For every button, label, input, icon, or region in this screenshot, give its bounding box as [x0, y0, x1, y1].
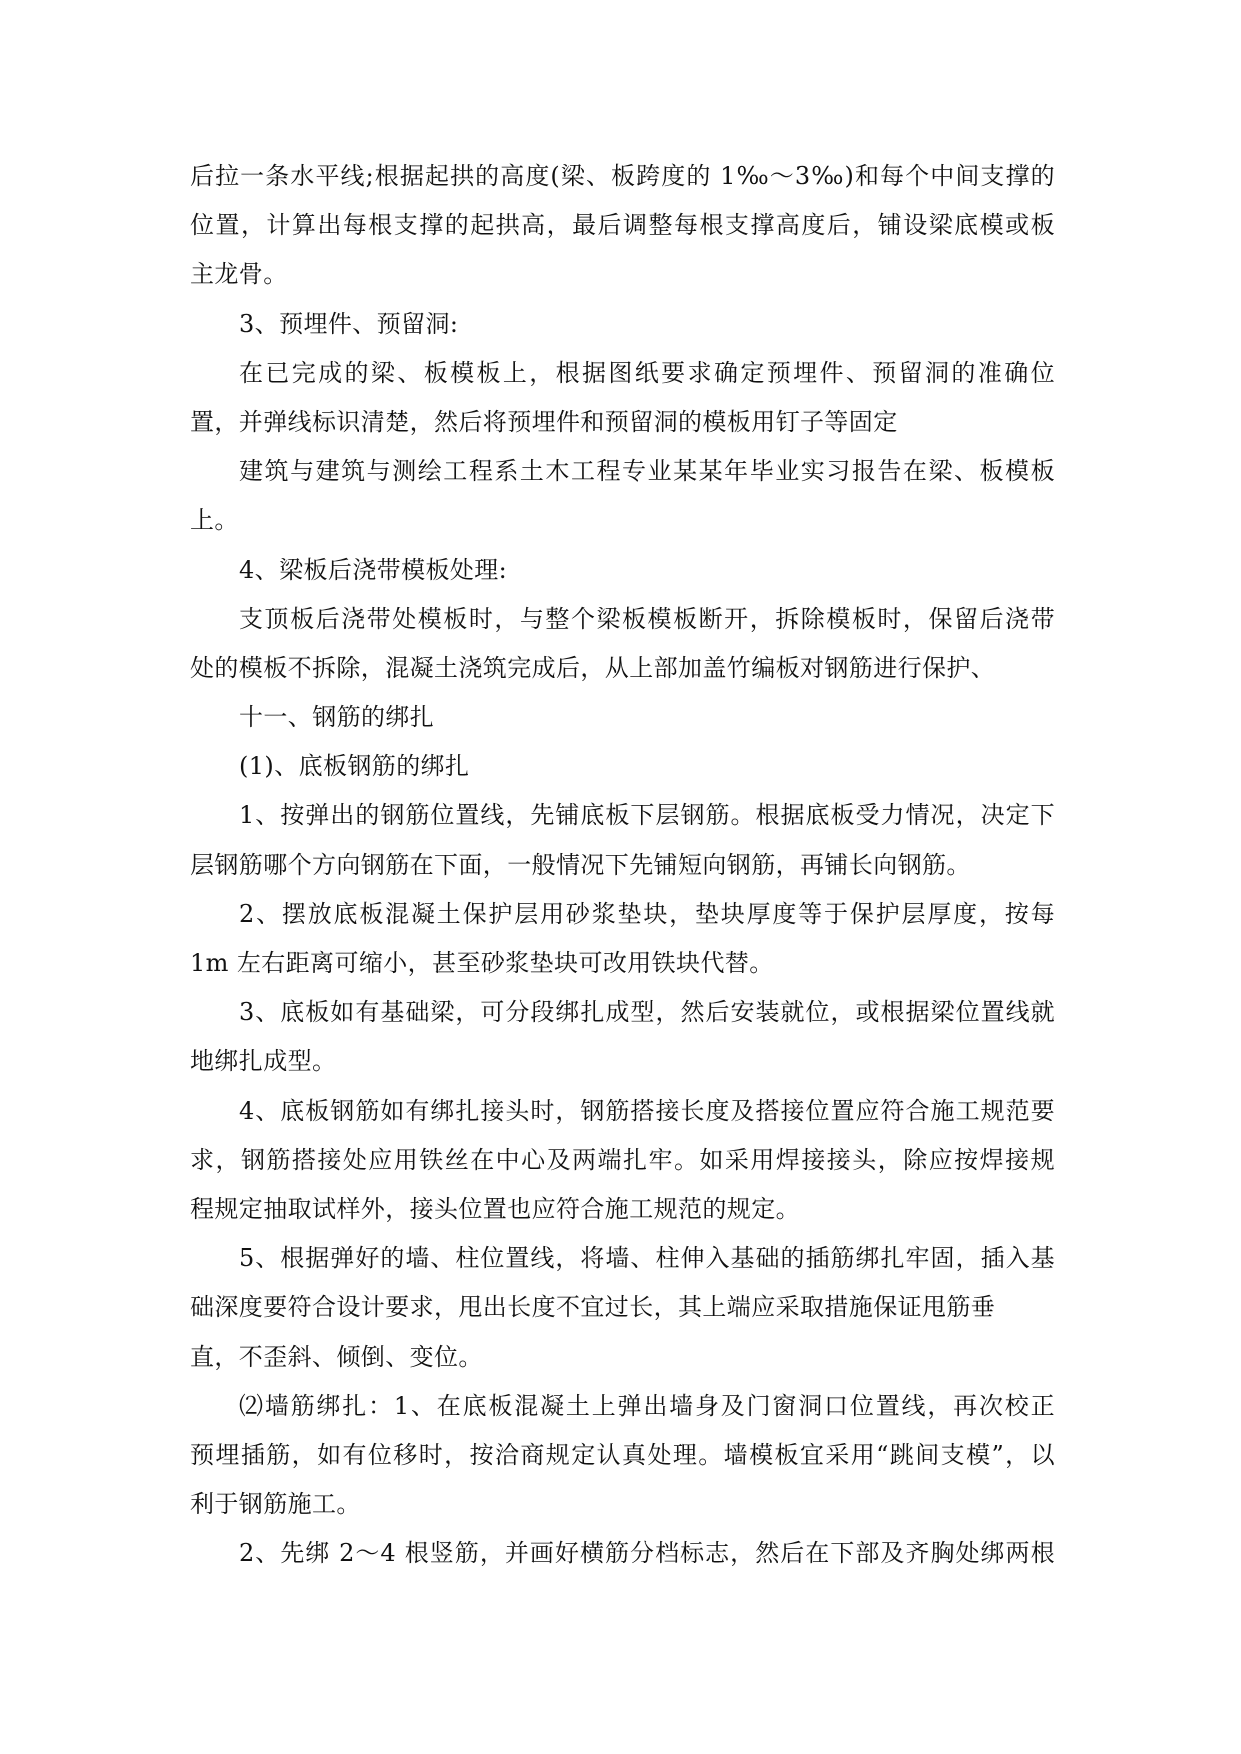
- section-heading: 4、梁板后浇带模板处理:: [239, 555, 508, 584]
- text-line: 后拉一条水平线;根据起拱的高度(梁、板跨度的 1‰～3‰)和每个中间支撑的: [190, 162, 1055, 190]
- text-line: 1、按弹出的钢筋位置线，先铺底板下层钢筋。根据底板受力情况，决定下: [239, 801, 1055, 830]
- text-line: 2、先绑 2～4 根竖筋，并画好横筋分档标志，然后在下部及齐胸处绑两根: [239, 1539, 1055, 1568]
- text-line: 2、摆放底板混凝土保护层用砂浆垫块，垫块厚度等于保护层厚度，按每: [239, 899, 1055, 928]
- text-line: 利于钢筋施工。: [190, 1490, 361, 1519]
- text-line: 4、底板钢筋如有绑扎接头时，钢筋搭接长度及搭接位置应符合施工规范要: [239, 1096, 1055, 1125]
- text-line: 处的模板不拆除，混凝土浇筑完成后，从上部加盖竹编板对钢筋进行保护、: [190, 653, 996, 682]
- text-line: 预埋插筋，如有位移时，按洽商规定认真处理。墙模板宜采用“跳间支模”，以: [190, 1440, 1055, 1469]
- subsection-heading: (1)、底板钢筋的绑扎: [239, 752, 470, 781]
- text-line: ⑵墙筋绑扎：1、在底板混凝土上弹出墙身及门窗洞口位置线，再次校正: [239, 1391, 1055, 1420]
- text-line: 在已完成的梁、板模板上，根据图纸要求确定预埋件、预留洞的准确位: [239, 358, 1055, 387]
- text-line: 置，并弹线标识清楚，然后将预埋件和预留洞的模板用钉子等固定: [190, 407, 898, 436]
- text-line: 1m 左右距离可缩小，甚至砂浆垫块可改用铁块代替。: [190, 949, 774, 977]
- text-line: 位置，计算出每根支撑的起拱高，最后调整每根支撑高度后，铺设梁底模或板: [190, 211, 1055, 240]
- section-heading: 十一、钢筋的绑扎: [239, 703, 435, 732]
- text-line: 直，不歪斜、倾倒、变位。: [190, 1342, 483, 1371]
- text-line: 程规定抽取试样外，接头位置也应符合施工规范的规定。: [190, 1194, 800, 1223]
- text-line: 求，钢筋搭接处应用铁丝在中心及两端扎牢。如采用焊接接头，除应按焊接规: [190, 1145, 1055, 1174]
- text-line: 3、底板如有基础梁，可分段绑扎成型，然后安装就位，或根据梁位置线就: [239, 998, 1055, 1027]
- text-line: 5、根据弹好的墙、柱位置线，将墙、柱伸入基础的插筋绑扎牢固，插入基: [239, 1244, 1055, 1273]
- section-heading: 3、预埋件、预留洞:: [239, 309, 459, 338]
- text-line: 地绑扎成型。: [190, 1047, 337, 1076]
- text-line: 主龙骨。: [190, 260, 288, 289]
- text-line: 上。: [190, 506, 239, 535]
- body-text: [190, 152, 1055, 1578]
- text-line: 础深度要符合设计要求，甩出长度不宜过长，其上端应采取措施保证甩筋垂: [190, 1293, 996, 1322]
- text-line: 建筑与建筑与测绘工程系土木工程专业某某年毕业实习报告在梁、板模板: [239, 457, 1055, 486]
- text-line: 支顶板后浇带处模板时，与整个梁板模板断开，拆除模板时，保留后浇带: [239, 604, 1055, 633]
- text-line: 层钢筋哪个方向钢筋在下面，一般情况下先铺短向钢筋，再铺长向钢筋。: [190, 850, 971, 879]
